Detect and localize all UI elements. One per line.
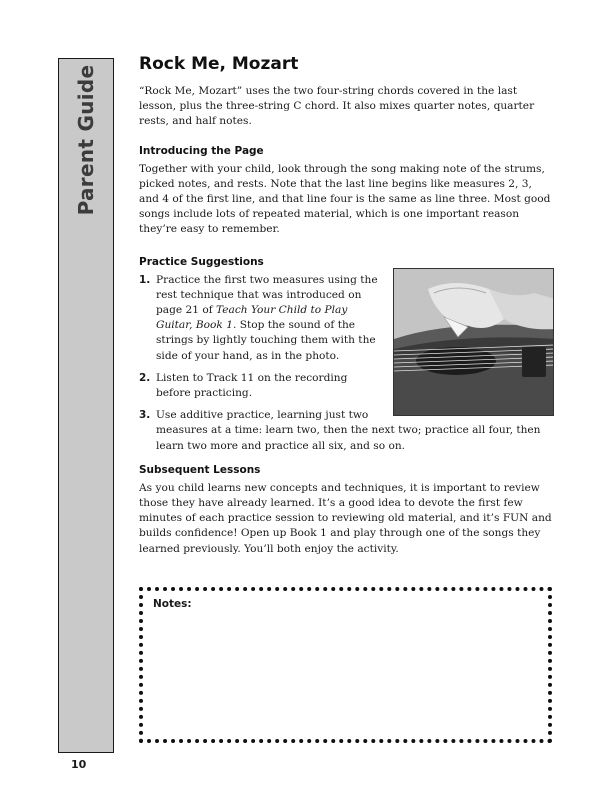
intro-paragraph: “Rock Me, Mozart” uses the two four-string chords covered in the last lesson, plus the three-string C chord. It also mixes quarter notes, quarter rests, and half notes. — [139, 85, 535, 128]
list-item: 2. Listen to Track 11 on the recording before practicing. — [139, 371, 348, 400]
practice-list — [139, 273, 554, 454]
introducing-paragraph: Together with your child, look through the song making note of the strums, picked notes, and rests. Note that the last line begins like measures 2, 3, and 4 of the first line, and that line four is the same as line three. Most good songs include lots of repeated material, which is one important reason they’re easy to remember. — [139, 162, 551, 236]
notes-label: Notes: — [153, 598, 192, 610]
subsequent-paragraph: As you child learns new concepts and techniques, it is important to review those they have already learned. It’s a good idea to devote the first few minutes of each practice session to reviewing old material, and it’s FUN and builds confidence! Open up Book 1 and play through one of the songs they learned previously. You’ll both enjoy the activity. — [139, 481, 552, 555]
list-item: 1. Practice the first two measures using the rest technique that was introduced on page 21 of Teach Your Child to Play Guitar, Book 1. Stop the sound of the strings by lightly touching them with the side of your hand, as in the photo. — [139, 273, 378, 362]
list-item: 3. Use additive practice, learning just two measures at a time: learn two, then the next two; practice all four, then learn two more and practice all six, and so on. — [139, 409, 541, 452]
page-number: 10 — [71, 758, 87, 771]
main-content — [139, 54, 554, 557]
subsequent-heading: Subsequent Lessons — [139, 463, 261, 476]
sidebar-label: Parent Guide — [74, 64, 98, 216]
notes-box[interactable] — [139, 587, 552, 743]
practice-heading: Practice Suggestions — [139, 255, 264, 268]
introducing-heading: Introducing the Page — [139, 144, 264, 157]
page-title: Rock Me, Mozart — [139, 54, 299, 74]
